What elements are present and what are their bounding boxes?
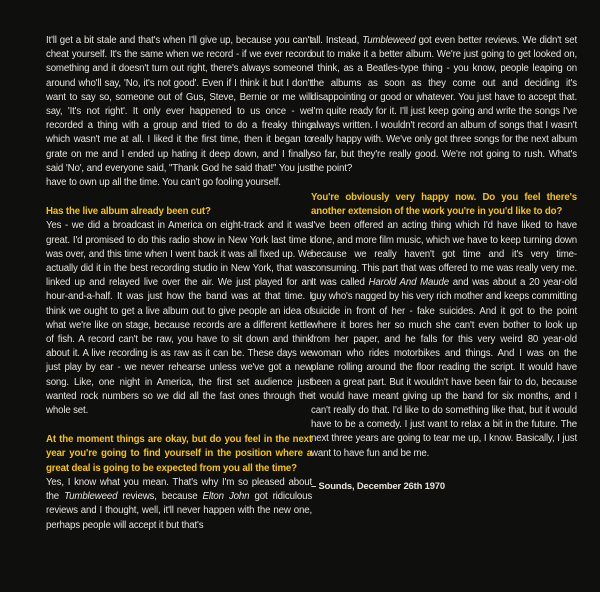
answer-text: and was about a 20 year-old guy who's nagged by his very rich mother and keeps committing suicide in front of her - fake suicides. And it got to the point where it bores her so much she can't even bother to look up from her paper, and he falls for this very weird 80 year-old woman who rides motorbikes and things. And I was on the plane rolling around the floor reading the script. It would have been a great part. But it wouldn't have been fair to do, because it would have meant giving up the band for six months, and I can't really do that. I'd like to do something like that, but it would have to be a comedy. I just want to relax a bit in the future. The next three years are going to tear me up, I know. Basically, I just want to have fun and be me. xyxy=(311,277,577,459)
answer-text: got ridiculous reviews and I thought, well, it'll never happen with the new one, perhaps people will accept it but that's xyxy=(46,491,313,531)
right-column xyxy=(311,34,577,493)
film-title: Harold And Maude xyxy=(368,277,449,289)
answer-text: reviews, because xyxy=(117,491,203,503)
album-title: Tumbleweed xyxy=(64,491,118,503)
interview-answer xyxy=(311,219,577,460)
interview-answer xyxy=(46,476,312,533)
source-credit: – Sounds, December 26th 1970 xyxy=(311,479,445,491)
interview-paragraph: It'll get a bit stale and that's when I'll give up, because you can't cheat yourself. It's the same when we record - if we ever record something and it doesn't turn out right, there's always someone around who'll say, 'No, it's not good'. Even if I think it but I don't want to say so, someone out of Gus, Steve, Bernie or me will say, 'It's not right'. It only ever happened to us once - we recorded a thing with a group and tried to do a freaky thing which wasn't me at all. I liked it the first time, then it began to grate on me and I ended up hating it deep down, and I finally said 'No', and everyone said, "Thank God he said that!" You just have to own up all the time. You can't go fooling yourself. xyxy=(46,35,312,189)
interview-question: You're obviously very happy now. Do you feel there's another extension of the work you're in you'd like to do? xyxy=(311,192,577,218)
interview-question: At the moment things are okay, but do you feel in the next year you're going to find yourself in the position where a great deal is going to be expected from you all the time? xyxy=(46,434,312,474)
answer-text: Yes, I know what you mean. That's why I'm so pleased about the xyxy=(46,476,312,503)
left-column xyxy=(46,34,312,533)
interview-question: Has the live album already been cut? xyxy=(46,206,211,218)
paragraph-text: all. Instead, xyxy=(311,35,363,46)
album-title: Elton John xyxy=(202,491,250,503)
interview-answer: Yes - we did a broadcast in America on eight-track and it was great. I'd promised to do this radio show in New York last time I was over, and this time when I went back it was all fixed up. We actually did it in the best recording studio in New York, that was linked up and relayed live over the air. We just played for an hour-and-a-half. It was just how the band was at that time. I think we ought to get a live album out to give people an idea of what we're like on stage, because records are a different kettle of fish. A record can't be raw, you have to sit down and think about it. A live recording is as raw as it can be. These days we just play by ear - we never rehearse unless we've got a new song. Like, one night in America, the first set audience just wanted rock numbers so we did all the fast ones through the whole set. xyxy=(46,220,312,417)
paragraph-text: got even better reviews. We didn't set out to make it a better album. We're just going to get looked on, I think, as a Beatles-type thing - you know, people leaping on the albums as soon as they come out and deciding it's disappointing or good or whatever. You just have to accept that. I'm quite ready for it. I'll just keep going and write the songs I've always written. I wouldn't record an album of songs that I wasn't really happy with. We've only got three songs for the next album so far, but they're really good. We're not going to rush. What's the point? xyxy=(311,35,577,174)
answer-text: I've been offered an acting thing which I'd have liked to have done, and more film music, which we have to keep turning down because we really haven't got time and it's very time-consuming. This part that was offered to me was really very me. It was called xyxy=(311,220,578,289)
interview-paragraph xyxy=(311,34,577,176)
album-title: Tumbleweed xyxy=(362,35,416,46)
